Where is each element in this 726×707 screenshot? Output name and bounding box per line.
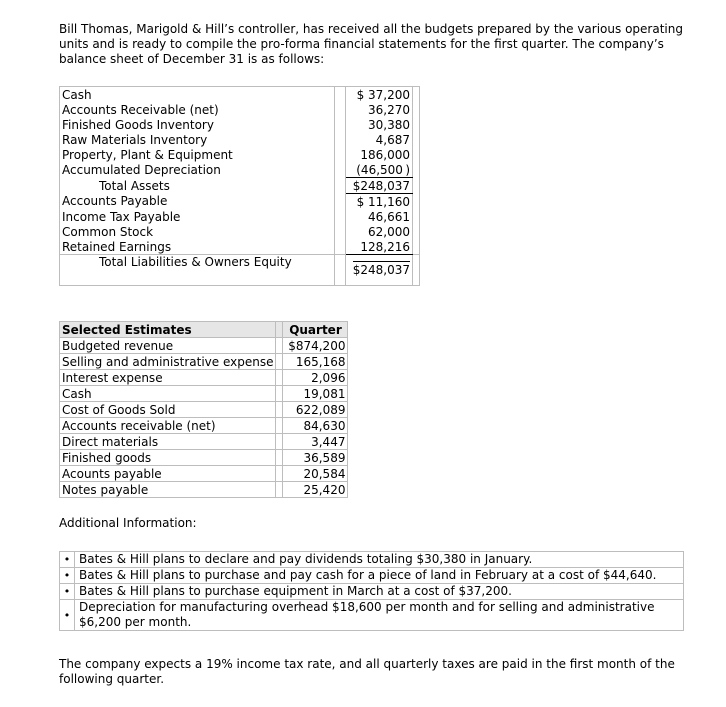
bs-label: Raw Materials Inventory bbox=[60, 132, 335, 147]
bs-value: $ 37,200 bbox=[346, 87, 413, 103]
estimates-row bbox=[60, 338, 348, 354]
estimate-value: $874,200 bbox=[283, 338, 348, 354]
bs-label: Total Liabilities & Owners Equity bbox=[60, 255, 335, 286]
estimate-value: 25,420 bbox=[283, 482, 348, 498]
bs-label: Accounts Receivable (net) bbox=[60, 102, 335, 117]
estimate-label: Budgeted revenue bbox=[60, 338, 276, 354]
estimate-value: 2,096 bbox=[283, 370, 348, 386]
estimate-value: 165,168 bbox=[283, 354, 348, 370]
estimates-row bbox=[60, 434, 348, 450]
bs-value: 62,000 bbox=[346, 224, 413, 239]
bs-row-accounts-receivable bbox=[60, 102, 420, 117]
bullet-icon: • bbox=[60, 584, 75, 600]
bs-value: $ 11,160 bbox=[346, 194, 413, 210]
estimate-value: 3,447 bbox=[283, 434, 348, 450]
bs-label: Income Tax Payable bbox=[60, 209, 335, 224]
estimates-header-label: Selected Estimates bbox=[60, 322, 276, 338]
bs-value: 186,000 bbox=[346, 147, 413, 162]
list-item-text: Bates & Hill plans to purchase equipment in March at a cost of $37,200. bbox=[75, 584, 684, 600]
estimate-value: 19,081 bbox=[283, 386, 348, 402]
bs-value: 46,661 bbox=[346, 209, 413, 224]
bullet-icon: • bbox=[60, 600, 75, 631]
list-item bbox=[60, 568, 684, 584]
selected-estimates-table bbox=[59, 321, 348, 498]
estimate-label: Finished goods bbox=[60, 450, 276, 466]
bs-label: Accumulated Depreciation bbox=[60, 162, 335, 178]
additional-info-heading: Additional Information: bbox=[59, 516, 197, 530]
estimates-row bbox=[60, 354, 348, 370]
bs-row-retained-earnings bbox=[60, 239, 420, 255]
list-item-text: Bates & Hill plans to purchase and pay cash for a piece of land in February at a cost of $44,640. bbox=[75, 568, 684, 584]
bs-row-common-stock bbox=[60, 224, 420, 239]
additional-info-list bbox=[59, 551, 684, 631]
estimate-label: Notes payable bbox=[60, 482, 276, 498]
bs-row-total-assets bbox=[60, 178, 420, 194]
estimates-header-row bbox=[60, 322, 348, 338]
bs-value: 4,687 bbox=[346, 132, 413, 147]
list-item bbox=[60, 552, 684, 568]
bs-value: 128,216 bbox=[346, 239, 413, 255]
estimates-row bbox=[60, 370, 348, 386]
balance-sheet-table bbox=[59, 86, 420, 286]
list-item bbox=[60, 584, 684, 600]
estimate-value: 622,089 bbox=[283, 402, 348, 418]
bs-row-ppe bbox=[60, 147, 420, 162]
estimate-label: Direct materials bbox=[60, 434, 276, 450]
list-item bbox=[60, 600, 684, 631]
bs-row-income-tax-payable bbox=[60, 209, 420, 224]
estimate-label: Interest expense bbox=[60, 370, 276, 386]
list-item-text: Bates & Hill plans to declare and pay dividends totaling $30,380 in January. bbox=[75, 552, 684, 568]
bullet-icon: • bbox=[60, 552, 75, 568]
estimates-row bbox=[60, 466, 348, 482]
estimates-row bbox=[60, 482, 348, 498]
intro-paragraph: Bill Thomas, Marigold & Hill’s controller, has received all the budgets prepared by the various operating units and is ready to compile the pro-forma financial statements for the first quarter. The company’s balance sheet of December 31 is as follows: bbox=[59, 22, 683, 66]
bs-value: (46,500 ) bbox=[346, 162, 413, 178]
bs-label: Property, Plant & Equipment bbox=[60, 147, 335, 162]
bs-value: $248,037 bbox=[346, 178, 413, 194]
bs-label: Common Stock bbox=[60, 224, 335, 239]
estimates-row bbox=[60, 450, 348, 466]
estimate-label: Cash bbox=[60, 386, 276, 402]
estimate-value: 84,630 bbox=[283, 418, 348, 434]
bullet-icon: • bbox=[60, 568, 75, 584]
estimate-label: Cost of Goods Sold bbox=[60, 402, 276, 418]
estimates-header-quarter: Quarter bbox=[283, 322, 348, 338]
total-value-text: $248,037 bbox=[352, 263, 410, 277]
bs-label: Accounts Payable bbox=[60, 194, 335, 210]
bs-row-accumulated-depreciation bbox=[60, 162, 420, 178]
estimates-row bbox=[60, 418, 348, 434]
estimate-value: 20,584 bbox=[283, 466, 348, 482]
estimate-label: Acounts payable bbox=[60, 466, 276, 482]
bs-row-raw-materials bbox=[60, 132, 420, 147]
bs-row-total-liabilities-equity bbox=[60, 255, 420, 286]
bs-value bbox=[346, 255, 413, 286]
bs-label: Cash bbox=[60, 87, 335, 103]
list-item-text: Depreciation for manufacturing overhead $18,600 per month and for selling and administrative $6,200 per month. bbox=[75, 600, 684, 631]
bs-value: 30,380 bbox=[346, 117, 413, 132]
bs-label: Retained Earnings bbox=[60, 239, 335, 255]
estimate-label: Accounts receivable (net) bbox=[60, 418, 276, 434]
bs-row-cash bbox=[60, 87, 420, 103]
bs-row-finished-goods bbox=[60, 117, 420, 132]
estimates-row bbox=[60, 402, 348, 418]
estimate-value: 36,589 bbox=[283, 450, 348, 466]
closing-paragraph: The company expects a 19% income tax rate, and all quarterly taxes are paid in the first month of the following quarter. bbox=[59, 657, 675, 686]
bs-value: 36,270 bbox=[346, 102, 413, 117]
estimate-label: Selling and administrative expense bbox=[60, 354, 276, 370]
estimates-row bbox=[60, 386, 348, 402]
bs-label: Finished Goods Inventory bbox=[60, 117, 335, 132]
bs-label: Total Assets bbox=[60, 178, 335, 194]
bs-row-accounts-payable bbox=[60, 194, 420, 210]
